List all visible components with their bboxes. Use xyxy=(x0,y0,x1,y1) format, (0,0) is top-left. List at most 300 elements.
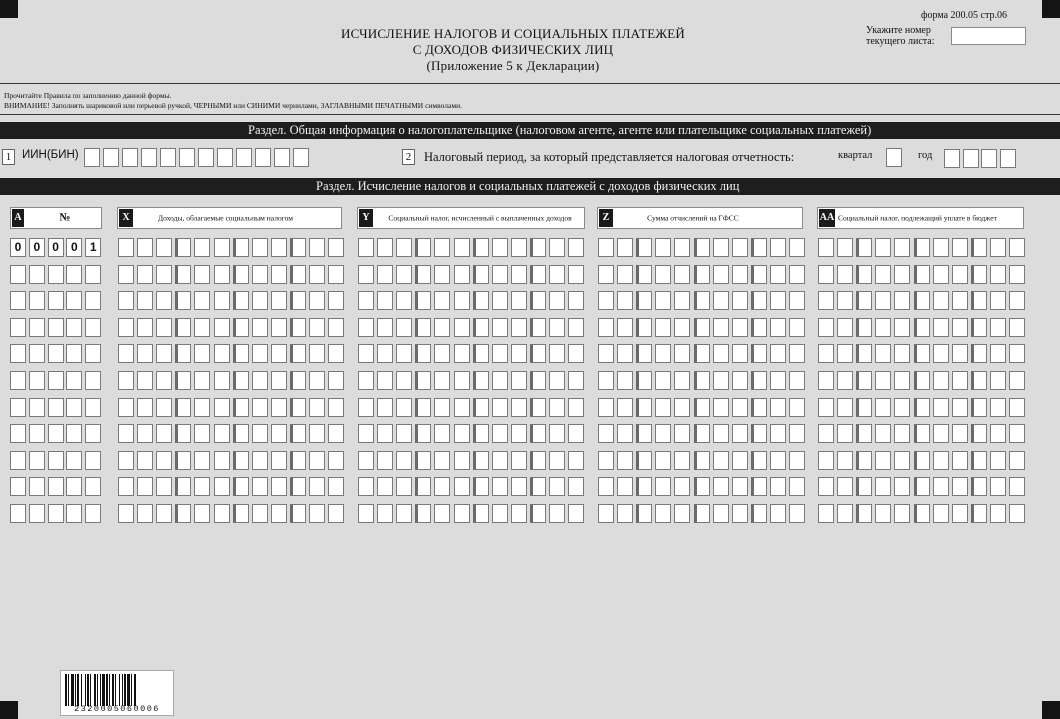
amount-digit-cell-x[interactable] xyxy=(137,265,153,284)
amount-digit-cell-x[interactable] xyxy=(194,398,210,417)
amount-digit-cell-y[interactable] xyxy=(530,291,546,310)
amount-digit-cell-aa[interactable] xyxy=(837,477,853,496)
amount-digit-cell-x[interactable] xyxy=(271,451,287,470)
row-number-digit-cell[interactable] xyxy=(29,451,45,470)
amount-digit-cell-z[interactable] xyxy=(770,371,786,390)
amount-digit-cell-aa[interactable] xyxy=(875,318,891,337)
amount-digit-cell-aa[interactable] xyxy=(914,344,930,363)
amount-digit-cell-y[interactable] xyxy=(530,344,546,363)
amount-digit-cell-x[interactable] xyxy=(309,477,325,496)
amount-digit-cell-z[interactable] xyxy=(598,424,614,443)
row-number-digit-cell[interactable] xyxy=(48,451,64,470)
row-number-digit-cell[interactable] xyxy=(85,398,101,417)
amount-digit-cell-aa[interactable] xyxy=(1009,344,1025,363)
amount-digit-cell-y[interactable] xyxy=(454,265,470,284)
amount-digit-cell-x[interactable] xyxy=(175,451,191,470)
amount-digit-cell-aa[interactable] xyxy=(990,371,1006,390)
amount-digit-cell-x[interactable] xyxy=(271,477,287,496)
iin-digit-cell[interactable] xyxy=(141,148,157,167)
amount-digit-cell-z[interactable] xyxy=(713,291,729,310)
amount-digit-cell-z[interactable] xyxy=(789,424,805,443)
amount-digit-cell-aa[interactable] xyxy=(818,318,834,337)
amount-digit-cell-x[interactable] xyxy=(309,451,325,470)
row-number-digit-cell[interactable] xyxy=(48,424,64,443)
amount-digit-cell-z[interactable] xyxy=(694,398,710,417)
amount-digit-cell-z[interactable] xyxy=(751,504,767,523)
amount-digit-cell-aa[interactable] xyxy=(875,265,891,284)
amount-digit-cell-y[interactable] xyxy=(434,318,450,337)
amount-digit-cell-x[interactable] xyxy=(214,424,230,443)
amount-digit-cell-z[interactable] xyxy=(674,265,690,284)
amount-digit-cell-y[interactable] xyxy=(377,424,393,443)
amount-digit-cell-aa[interactable] xyxy=(952,424,968,443)
amount-digit-cell-x[interactable] xyxy=(290,451,306,470)
amount-digit-cell-y[interactable] xyxy=(434,291,450,310)
row-number-digit-cell[interactable] xyxy=(10,371,26,390)
amount-digit-cell-y[interactable] xyxy=(568,477,584,496)
row-number-digit-cell[interactable] xyxy=(66,451,82,470)
amount-digit-cell-y[interactable] xyxy=(568,451,584,470)
amount-digit-cell-z[interactable] xyxy=(751,398,767,417)
amount-digit-cell-x[interactable] xyxy=(233,451,249,470)
amount-digit-cell-x[interactable] xyxy=(290,398,306,417)
amount-digit-cell-aa[interactable] xyxy=(971,371,987,390)
amount-digit-cell-y[interactable] xyxy=(492,451,508,470)
amount-digit-cell-x[interactable] xyxy=(252,318,268,337)
amount-digit-cell-y[interactable] xyxy=(568,398,584,417)
amount-digit-cell-x[interactable] xyxy=(271,318,287,337)
amount-digit-cell-x[interactable] xyxy=(290,291,306,310)
amount-digit-cell-y[interactable] xyxy=(511,398,527,417)
amount-digit-cell-aa[interactable] xyxy=(837,371,853,390)
amount-digit-cell-y[interactable] xyxy=(568,504,584,523)
amount-digit-cell-aa[interactable] xyxy=(818,398,834,417)
amount-digit-cell-y[interactable] xyxy=(377,477,393,496)
amount-digit-cell-x[interactable] xyxy=(252,398,268,417)
amount-digit-cell-aa[interactable] xyxy=(990,265,1006,284)
amount-digit-cell-aa[interactable] xyxy=(1009,291,1025,310)
amount-digit-cell-y[interactable] xyxy=(415,477,431,496)
amount-digit-cell-aa[interactable] xyxy=(1009,265,1025,284)
amount-digit-cell-z[interactable] xyxy=(655,424,671,443)
amount-digit-cell-aa[interactable] xyxy=(914,477,930,496)
amount-digit-cell-x[interactable] xyxy=(137,238,153,257)
amount-digit-cell-aa[interactable] xyxy=(933,451,949,470)
amount-digit-cell-y[interactable] xyxy=(511,318,527,337)
amount-digit-cell-y[interactable] xyxy=(415,291,431,310)
amount-digit-cell-y[interactable] xyxy=(568,265,584,284)
amount-digit-cell-y[interactable] xyxy=(358,238,374,257)
amount-digit-cell-x[interactable] xyxy=(271,238,287,257)
amount-digit-cell-aa[interactable] xyxy=(933,504,949,523)
amount-digit-cell-z[interactable] xyxy=(598,318,614,337)
amount-digit-cell-y[interactable] xyxy=(377,451,393,470)
amount-digit-cell-x[interactable] xyxy=(233,398,249,417)
amount-digit-cell-aa[interactable] xyxy=(837,398,853,417)
amount-digit-cell-y[interactable] xyxy=(568,371,584,390)
amount-digit-cell-y[interactable] xyxy=(358,451,374,470)
amount-digit-cell-x[interactable] xyxy=(118,398,134,417)
row-number-digit-cell[interactable] xyxy=(10,451,26,470)
amount-digit-cell-y[interactable] xyxy=(396,265,412,284)
amount-digit-cell-y[interactable] xyxy=(358,291,374,310)
amount-digit-cell-aa[interactable] xyxy=(971,451,987,470)
amount-digit-cell-y[interactable] xyxy=(568,424,584,443)
amount-digit-cell-aa[interactable] xyxy=(1009,424,1025,443)
amount-digit-cell-z[interactable] xyxy=(694,291,710,310)
amount-digit-cell-y[interactable] xyxy=(454,424,470,443)
amount-digit-cell-aa[interactable] xyxy=(894,451,910,470)
amount-digit-cell-y[interactable] xyxy=(434,398,450,417)
amount-digit-cell-x[interactable] xyxy=(328,371,344,390)
amount-digit-cell-z[interactable] xyxy=(694,504,710,523)
row-number-digit-cell[interactable] xyxy=(66,504,82,523)
amount-digit-cell-y[interactable] xyxy=(415,265,431,284)
amount-digit-cell-x[interactable] xyxy=(233,238,249,257)
amount-digit-cell-z[interactable] xyxy=(674,424,690,443)
row-number-digit-cell[interactable] xyxy=(10,344,26,363)
amount-digit-cell-aa[interactable] xyxy=(875,344,891,363)
amount-digit-cell-z[interactable] xyxy=(674,477,690,496)
row-number-digit-cell[interactable]: 1 xyxy=(85,238,101,257)
iin-digit-cell[interactable] xyxy=(198,148,214,167)
amount-digit-cell-x[interactable] xyxy=(233,424,249,443)
amount-digit-cell-aa[interactable] xyxy=(856,291,872,310)
amount-digit-cell-y[interactable] xyxy=(434,238,450,257)
row-number-digit-cell[interactable] xyxy=(85,265,101,284)
amount-digit-cell-x[interactable] xyxy=(156,291,172,310)
amount-digit-cell-x[interactable] xyxy=(156,344,172,363)
amount-digit-cell-aa[interactable] xyxy=(914,238,930,257)
amount-digit-cell-z[interactable] xyxy=(770,424,786,443)
amount-digit-cell-x[interactable] xyxy=(252,504,268,523)
amount-digit-cell-x[interactable] xyxy=(175,504,191,523)
amount-digit-cell-aa[interactable] xyxy=(894,318,910,337)
amount-digit-cell-aa[interactable] xyxy=(933,238,949,257)
amount-digit-cell-x[interactable] xyxy=(290,477,306,496)
amount-digit-cell-x[interactable] xyxy=(118,318,134,337)
amount-digit-cell-x[interactable] xyxy=(271,265,287,284)
amount-digit-cell-z[interactable] xyxy=(617,451,633,470)
amount-digit-cell-y[interactable] xyxy=(415,344,431,363)
amount-digit-cell-y[interactable] xyxy=(358,424,374,443)
amount-digit-cell-x[interactable] xyxy=(233,291,249,310)
row-number-digit-cell[interactable] xyxy=(29,265,45,284)
amount-digit-cell-aa[interactable] xyxy=(914,504,930,523)
amount-digit-cell-aa[interactable] xyxy=(990,398,1006,417)
amount-digit-cell-x[interactable] xyxy=(118,424,134,443)
amount-digit-cell-z[interactable] xyxy=(694,265,710,284)
amount-digit-cell-x[interactable] xyxy=(175,424,191,443)
amount-digit-cell-y[interactable] xyxy=(492,398,508,417)
amount-digit-cell-x[interactable] xyxy=(233,265,249,284)
amount-digit-cell-x[interactable] xyxy=(309,371,325,390)
amount-digit-cell-z[interactable] xyxy=(713,477,729,496)
amount-digit-cell-aa[interactable] xyxy=(856,451,872,470)
amount-digit-cell-x[interactable] xyxy=(328,451,344,470)
amount-digit-cell-x[interactable] xyxy=(328,238,344,257)
amount-digit-cell-z[interactable] xyxy=(598,291,614,310)
amount-digit-cell-y[interactable] xyxy=(549,291,565,310)
amount-digit-cell-aa[interactable] xyxy=(933,318,949,337)
row-number-digit-cell[interactable] xyxy=(29,424,45,443)
amount-digit-cell-aa[interactable] xyxy=(856,424,872,443)
amount-digit-cell-y[interactable] xyxy=(434,371,450,390)
amount-digit-cell-z[interactable] xyxy=(617,238,633,257)
amount-digit-cell-aa[interactable] xyxy=(971,398,987,417)
amount-digit-cell-z[interactable] xyxy=(732,451,748,470)
amount-digit-cell-aa[interactable] xyxy=(818,477,834,496)
amount-digit-cell-z[interactable] xyxy=(713,371,729,390)
amount-digit-cell-y[interactable] xyxy=(454,344,470,363)
amount-digit-cell-z[interactable] xyxy=(732,504,748,523)
amount-digit-cell-aa[interactable] xyxy=(894,398,910,417)
amount-digit-cell-z[interactable] xyxy=(789,451,805,470)
amount-digit-cell-z[interactable] xyxy=(655,344,671,363)
amount-digit-cell-aa[interactable] xyxy=(875,451,891,470)
row-number-digit-cell[interactable] xyxy=(85,451,101,470)
row-number-digit-cell[interactable] xyxy=(66,398,82,417)
amount-digit-cell-y[interactable] xyxy=(530,504,546,523)
year-digit-cell[interactable] xyxy=(981,149,997,168)
amount-digit-cell-x[interactable] xyxy=(214,265,230,284)
amount-digit-cell-aa[interactable] xyxy=(990,344,1006,363)
amount-digit-cell-y[interactable] xyxy=(473,504,489,523)
amount-digit-cell-z[interactable] xyxy=(674,318,690,337)
amount-digit-cell-y[interactable] xyxy=(434,504,450,523)
amount-digit-cell-aa[interactable] xyxy=(990,504,1006,523)
amount-digit-cell-aa[interactable] xyxy=(1009,371,1025,390)
amount-digit-cell-z[interactable] xyxy=(732,477,748,496)
row-number-digit-cell[interactable]: 0 xyxy=(66,238,82,257)
amount-digit-cell-x[interactable] xyxy=(252,265,268,284)
amount-digit-cell-x[interactable] xyxy=(156,371,172,390)
amount-digit-cell-aa[interactable] xyxy=(856,318,872,337)
amount-digit-cell-x[interactable] xyxy=(194,265,210,284)
amount-digit-cell-y[interactable] xyxy=(377,371,393,390)
amount-digit-cell-aa[interactable] xyxy=(837,424,853,443)
amount-digit-cell-x[interactable] xyxy=(194,291,210,310)
amount-digit-cell-x[interactable] xyxy=(194,371,210,390)
amount-digit-cell-z[interactable] xyxy=(770,504,786,523)
row-number-digit-cell[interactable] xyxy=(48,291,64,310)
iin-digit-cell[interactable] xyxy=(236,148,252,167)
amount-digit-cell-aa[interactable] xyxy=(933,371,949,390)
amount-digit-cell-z[interactable] xyxy=(694,451,710,470)
amount-digit-cell-y[interactable] xyxy=(473,371,489,390)
amount-digit-cell-aa[interactable] xyxy=(971,504,987,523)
amount-digit-cell-aa[interactable] xyxy=(952,504,968,523)
amount-digit-cell-aa[interactable] xyxy=(894,291,910,310)
amount-digit-cell-y[interactable] xyxy=(415,424,431,443)
amount-digit-cell-y[interactable] xyxy=(492,265,508,284)
amount-digit-cell-y[interactable] xyxy=(454,398,470,417)
amount-digit-cell-y[interactable] xyxy=(492,318,508,337)
iin-digit-cell[interactable] xyxy=(103,148,119,167)
amount-digit-cell-aa[interactable] xyxy=(837,344,853,363)
amount-digit-cell-aa[interactable] xyxy=(914,291,930,310)
amount-digit-cell-aa[interactable] xyxy=(952,371,968,390)
amount-digit-cell-aa[interactable] xyxy=(856,265,872,284)
amount-digit-cell-x[interactable] xyxy=(328,424,344,443)
row-number-digit-cell[interactable] xyxy=(66,477,82,496)
amount-digit-cell-z[interactable] xyxy=(789,344,805,363)
amount-digit-cell-x[interactable] xyxy=(214,371,230,390)
amount-digit-cell-aa[interactable] xyxy=(894,477,910,496)
row-number-digit-cell[interactable] xyxy=(66,424,82,443)
amount-digit-cell-y[interactable] xyxy=(530,318,546,337)
amount-digit-cell-y[interactable] xyxy=(473,424,489,443)
amount-digit-cell-z[interactable] xyxy=(617,371,633,390)
amount-digit-cell-x[interactable] xyxy=(252,291,268,310)
amount-digit-cell-z[interactable] xyxy=(732,424,748,443)
amount-digit-cell-x[interactable] xyxy=(271,344,287,363)
amount-digit-cell-z[interactable] xyxy=(770,451,786,470)
amount-digit-cell-y[interactable] xyxy=(473,265,489,284)
amount-digit-cell-aa[interactable] xyxy=(990,424,1006,443)
amount-digit-cell-aa[interactable] xyxy=(952,398,968,417)
amount-digit-cell-y[interactable] xyxy=(473,318,489,337)
amount-digit-cell-z[interactable] xyxy=(617,504,633,523)
amount-digit-cell-x[interactable] xyxy=(118,265,134,284)
amount-digit-cell-aa[interactable] xyxy=(818,344,834,363)
amount-digit-cell-z[interactable] xyxy=(598,451,614,470)
amount-digit-cell-x[interactable] xyxy=(156,238,172,257)
amount-digit-cell-x[interactable] xyxy=(214,477,230,496)
amount-digit-cell-z[interactable] xyxy=(674,344,690,363)
amount-digit-cell-z[interactable] xyxy=(636,398,652,417)
amount-digit-cell-y[interactable] xyxy=(396,291,412,310)
amount-digit-cell-y[interactable] xyxy=(568,344,584,363)
amount-digit-cell-y[interactable] xyxy=(434,451,450,470)
row-number-digit-cell[interactable] xyxy=(48,371,64,390)
row-number-digit-cell[interactable] xyxy=(48,398,64,417)
amount-digit-cell-aa[interactable] xyxy=(933,291,949,310)
row-number-digit-cell[interactable] xyxy=(66,291,82,310)
amount-digit-cell-y[interactable] xyxy=(396,344,412,363)
amount-digit-cell-x[interactable] xyxy=(271,371,287,390)
amount-digit-cell-y[interactable] xyxy=(549,318,565,337)
amount-digit-cell-y[interactable] xyxy=(492,504,508,523)
amount-digit-cell-y[interactable] xyxy=(511,265,527,284)
amount-digit-cell-aa[interactable] xyxy=(971,318,987,337)
amount-digit-cell-x[interactable] xyxy=(118,291,134,310)
amount-digit-cell-y[interactable] xyxy=(377,265,393,284)
amount-digit-cell-y[interactable] xyxy=(377,504,393,523)
amount-digit-cell-z[interactable] xyxy=(598,265,614,284)
amount-digit-cell-y[interactable] xyxy=(473,238,489,257)
amount-digit-cell-y[interactable] xyxy=(454,371,470,390)
amount-digit-cell-aa[interactable] xyxy=(837,238,853,257)
amount-digit-cell-y[interactable] xyxy=(511,291,527,310)
amount-digit-cell-z[interactable] xyxy=(694,424,710,443)
amount-digit-cell-x[interactable] xyxy=(328,318,344,337)
amount-digit-cell-y[interactable] xyxy=(454,477,470,496)
amount-digit-cell-y[interactable] xyxy=(473,451,489,470)
amount-digit-cell-y[interactable] xyxy=(473,344,489,363)
amount-digit-cell-aa[interactable] xyxy=(875,504,891,523)
amount-digit-cell-x[interactable] xyxy=(156,504,172,523)
amount-digit-cell-aa[interactable] xyxy=(875,424,891,443)
amount-digit-cell-aa[interactable] xyxy=(875,477,891,496)
iin-digit-cell[interactable] xyxy=(293,148,309,167)
amount-digit-cell-x[interactable] xyxy=(194,504,210,523)
row-number-digit-cell[interactable] xyxy=(48,504,64,523)
amount-digit-cell-x[interactable] xyxy=(233,344,249,363)
amount-digit-cell-x[interactable] xyxy=(214,504,230,523)
amount-digit-cell-z[interactable] xyxy=(655,318,671,337)
amount-digit-cell-z[interactable] xyxy=(674,451,690,470)
amount-digit-cell-x[interactable] xyxy=(214,344,230,363)
amount-digit-cell-z[interactable] xyxy=(789,371,805,390)
amount-digit-cell-aa[interactable] xyxy=(894,371,910,390)
row-number-digit-cell[interactable] xyxy=(29,344,45,363)
amount-digit-cell-aa[interactable] xyxy=(837,504,853,523)
amount-digit-cell-x[interactable] xyxy=(328,398,344,417)
amount-digit-cell-y[interactable] xyxy=(492,477,508,496)
amount-digit-cell-z[interactable] xyxy=(713,238,729,257)
amount-digit-cell-z[interactable] xyxy=(636,238,652,257)
amount-digit-cell-z[interactable] xyxy=(732,238,748,257)
amount-digit-cell-z[interactable] xyxy=(617,265,633,284)
row-number-digit-cell[interactable] xyxy=(10,318,26,337)
amount-digit-cell-x[interactable] xyxy=(328,477,344,496)
amount-digit-cell-z[interactable] xyxy=(598,238,614,257)
row-number-digit-cell[interactable] xyxy=(10,398,26,417)
amount-digit-cell-x[interactable] xyxy=(175,238,191,257)
amount-digit-cell-y[interactable] xyxy=(549,477,565,496)
amount-digit-cell-y[interactable] xyxy=(511,344,527,363)
sheet-number-field[interactable] xyxy=(951,27,1026,45)
amount-digit-cell-y[interactable] xyxy=(492,291,508,310)
amount-digit-cell-y[interactable] xyxy=(396,371,412,390)
amount-digit-cell-z[interactable] xyxy=(713,265,729,284)
amount-digit-cell-x[interactable] xyxy=(156,318,172,337)
amount-digit-cell-y[interactable] xyxy=(511,371,527,390)
amount-digit-cell-z[interactable] xyxy=(598,371,614,390)
amount-digit-cell-aa[interactable] xyxy=(1009,477,1025,496)
amount-digit-cell-y[interactable] xyxy=(492,238,508,257)
amount-digit-cell-z[interactable] xyxy=(751,265,767,284)
amount-digit-cell-aa[interactable] xyxy=(971,477,987,496)
amount-digit-cell-y[interactable] xyxy=(549,398,565,417)
amount-digit-cell-y[interactable] xyxy=(549,265,565,284)
amount-digit-cell-y[interactable] xyxy=(415,504,431,523)
amount-digit-cell-z[interactable] xyxy=(751,477,767,496)
amount-digit-cell-y[interactable] xyxy=(568,318,584,337)
amount-digit-cell-z[interactable] xyxy=(751,238,767,257)
amount-digit-cell-x[interactable] xyxy=(137,344,153,363)
amount-digit-cell-aa[interactable] xyxy=(818,291,834,310)
amount-digit-cell-x[interactable] xyxy=(233,371,249,390)
amount-digit-cell-aa[interactable] xyxy=(894,238,910,257)
amount-digit-cell-aa[interactable] xyxy=(933,477,949,496)
amount-digit-cell-aa[interactable] xyxy=(914,265,930,284)
amount-digit-cell-aa[interactable] xyxy=(952,318,968,337)
amount-digit-cell-y[interactable] xyxy=(358,504,374,523)
amount-digit-cell-z[interactable] xyxy=(636,504,652,523)
amount-digit-cell-z[interactable] xyxy=(636,424,652,443)
amount-digit-cell-y[interactable] xyxy=(377,291,393,310)
amount-digit-cell-x[interactable] xyxy=(118,477,134,496)
amount-digit-cell-y[interactable] xyxy=(358,344,374,363)
amount-digit-cell-y[interactable] xyxy=(396,424,412,443)
amount-digit-cell-aa[interactable] xyxy=(971,265,987,284)
amount-digit-cell-z[interactable] xyxy=(598,504,614,523)
row-number-digit-cell[interactable] xyxy=(85,424,101,443)
amount-digit-cell-aa[interactable] xyxy=(1009,504,1025,523)
amount-digit-cell-y[interactable] xyxy=(396,504,412,523)
